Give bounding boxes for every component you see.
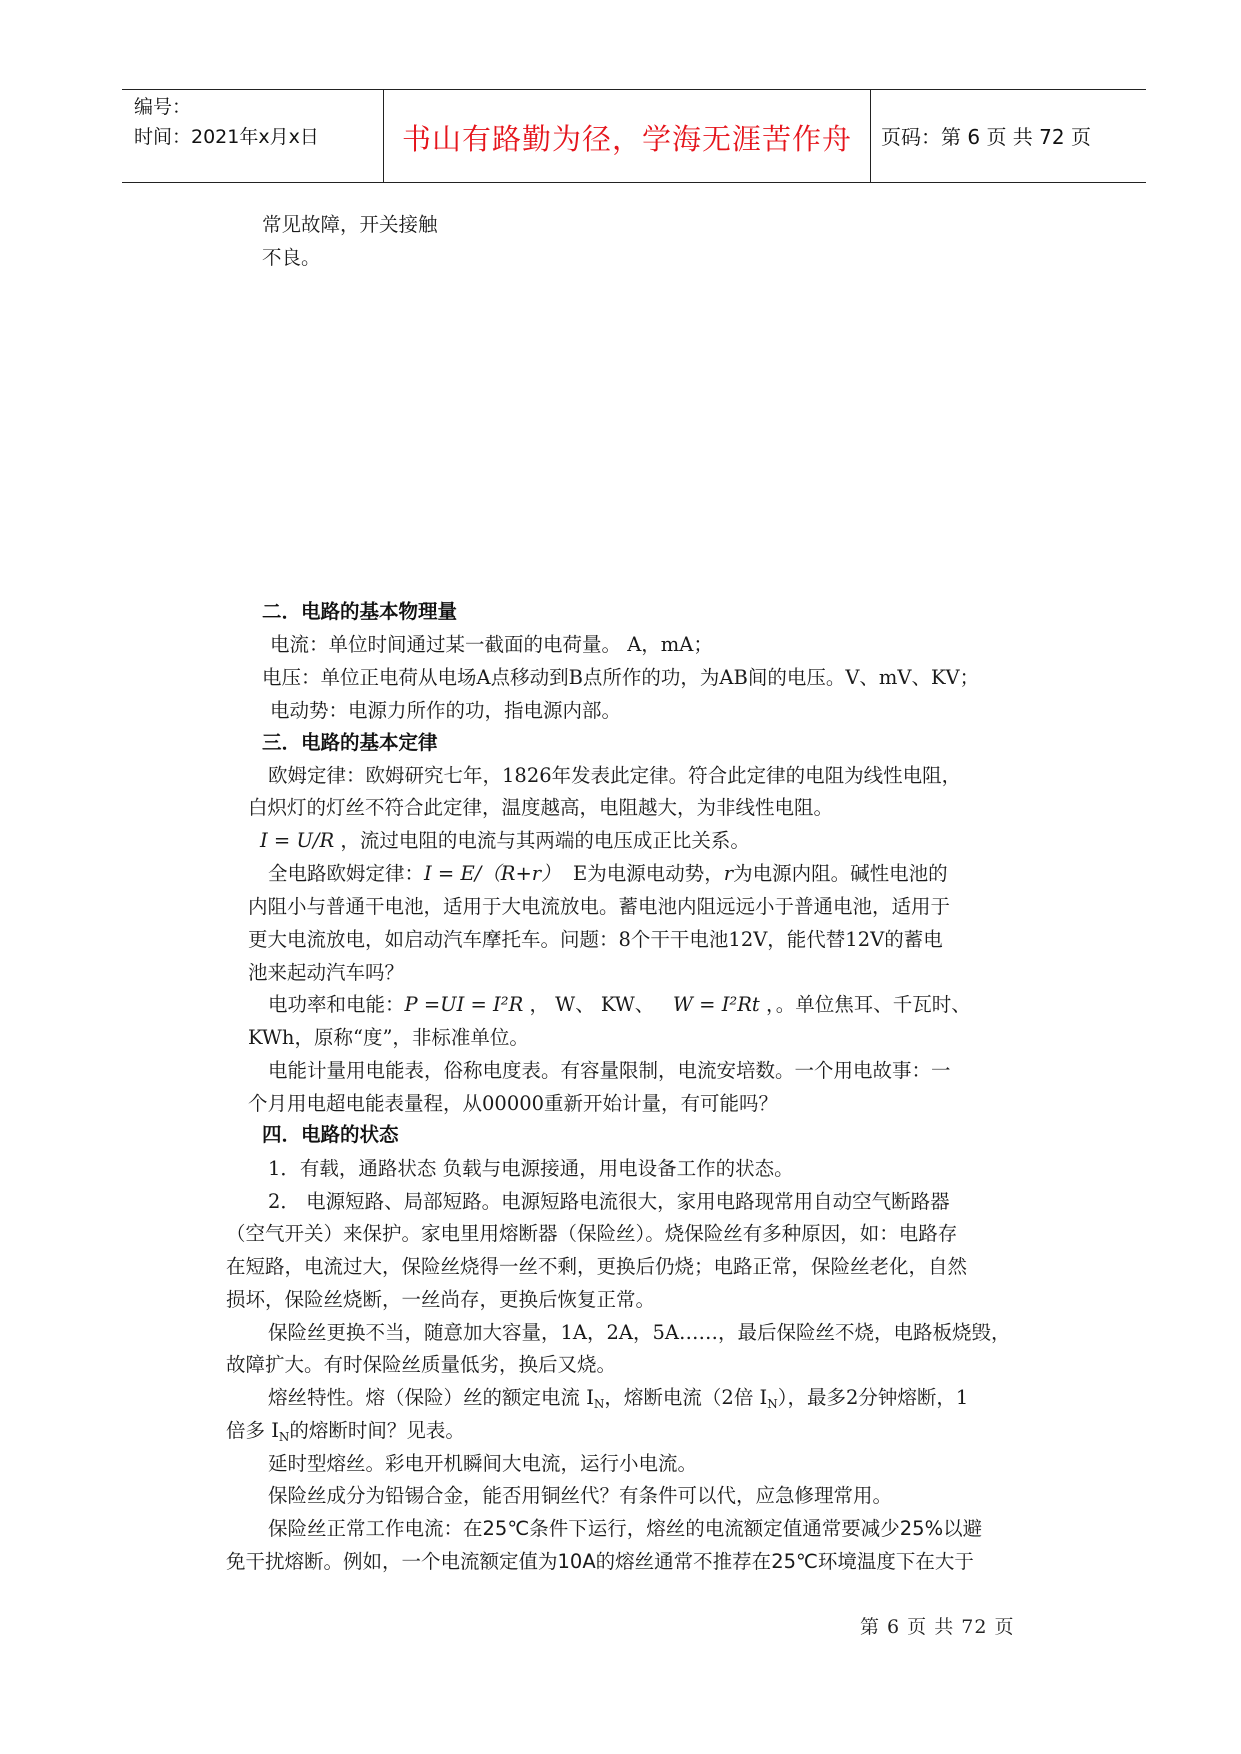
- page-header: [122, 89, 1146, 183]
- paragraph-line: 电压：单位正电荷从电场A点移动到B点所作的功，为AB间的电压。V、mV、KV；: [262, 666, 980, 689]
- page-footer: 第 6 页 共 72 页: [860, 1616, 1015, 1638]
- subscript-n: N: [593, 1397, 605, 1411]
- paragraph-line: 延时型熔丝。彩电开机瞬间大电流，运行小电流。: [268, 1452, 698, 1475]
- fuse-char-text: 熔丝特性。熔（保险）丝的额定电流 I: [268, 1386, 594, 1409]
- paragraph-line: 白炽灯的灯丝不符合此定律，温度越高，电阻越大，为非线性电阻。: [248, 796, 834, 819]
- paragraph-line: 保险丝更换不当，随意加大容量，1A，2A，5A……，最后保险丝不烧，电路板烧毁，: [268, 1321, 1011, 1344]
- paragraph-line: [226, 1548, 974, 1576]
- paragraph-line: [268, 991, 971, 1019]
- ohm-formula: I = U/R: [260, 829, 335, 852]
- subscript-n: N: [278, 1430, 290, 1444]
- header-page-number: [881, 121, 1091, 150]
- paragraph-line: 池来起动汽车吗？: [248, 961, 405, 984]
- fuse-char-text: ），最多2分钟熔断，1: [777, 1386, 969, 1409]
- header-motto: 书山有路勤为径，学海无涯苦作舟: [401, 122, 852, 156]
- section-heading: 三．电路的基本定律: [262, 731, 438, 754]
- normal-text: 环境温度下在大于: [817, 1550, 974, 1573]
- full-ohm-e: E为电源电动势，: [573, 862, 724, 885]
- fuse-char-text: ，熔断电流（2倍 I: [604, 1386, 768, 1409]
- ohm-formula-text: ，流过电阻的电流与其两端的电压成正比关系。: [340, 829, 750, 852]
- paragraph-line: [260, 827, 750, 855]
- normal-text: 以避: [943, 1517, 983, 1540]
- subscript-n: N: [767, 1397, 778, 1411]
- paragraph-line: 内阻小与普通干电池，适用于大电流放电。蓄电池内阻远远小于普通电池，适用于: [248, 895, 951, 918]
- full-ohm-formula: I = E/（R+r）: [424, 862, 561, 885]
- top-note-line: 不良。: [262, 246, 321, 269]
- page-mid: 页 共: [986, 125, 1033, 149]
- full-ohm-rest: 为电源内阻。碱性电池的: [733, 862, 948, 885]
- paragraph-line: 电能计量用电能表，俗称电度表。有容量限制，电流安培数。一个用电故事：一: [268, 1059, 951, 1082]
- paragraph-line: 电动势：电源力所作的功，指电源内部。: [270, 699, 622, 722]
- number-label: 编号：: [134, 96, 192, 118]
- paragraph-line: [268, 860, 948, 888]
- paragraph-line: [226, 1417, 465, 1451]
- paragraph-line: 欧姆定律：欧姆研究七年，1826年发表此定律。符合此定律的电阻为线性电阻，: [268, 764, 962, 787]
- temperature-value: 25℃: [482, 1517, 530, 1540]
- page-prefix: 页码：第: [881, 125, 961, 149]
- paragraph-line: 1．有载，通路状态 负载与电源接通，用电设备工作的状态。: [268, 1157, 794, 1180]
- full-ohm-r: r: [723, 862, 734, 885]
- section-heading: 二．电路的基本物理量: [262, 600, 458, 623]
- fuse-char-text: 的熔断时间？见表。: [289, 1419, 465, 1442]
- paragraph-line: 故障扩大。有时保险丝质量低劣，换后又烧。: [226, 1353, 617, 1376]
- section-heading: 四．电路的状态: [262, 1123, 399, 1146]
- header-divider: [870, 90, 871, 182]
- paragraph-line: 在短路，电流过大，保险丝烧得一丝不剩，更换后仍烧；电路正常，保险丝老化，自然: [226, 1255, 968, 1278]
- energy-formula: W = I²Rt: [672, 993, 760, 1016]
- paragraph-line: [268, 1515, 982, 1543]
- normal-text: 的熔丝通常不推荐在: [595, 1550, 772, 1573]
- current-value: 10A: [557, 1550, 596, 1573]
- paragraph-line: 损坏，保险丝烧断，一丝尚存，更换后恢复正常。: [226, 1288, 656, 1311]
- page-suffix: 页: [1070, 125, 1091, 149]
- power-prefix: 电功率和电能：: [268, 993, 405, 1016]
- paragraph-line: （空气开关）来保护。家电里用熔断器（保险丝）。烧保险丝有多种原因，如：电路存: [226, 1222, 958, 1245]
- paragraph-line: 电流：单位时间通过某一截面的电荷量。 A，mA；: [270, 633, 713, 656]
- top-note-line: 常见故障，开关接触: [262, 213, 438, 236]
- page-total: 72: [1039, 125, 1065, 149]
- paragraph-line: 个月用电超电能表量程，从00000重新开始计量，有可能吗？: [248, 1092, 779, 1115]
- paragraph-line: [268, 1384, 968, 1418]
- normal-text: 条件下运行，熔丝的电流额定值通常要减少: [529, 1517, 900, 1540]
- page-num: 6: [967, 125, 981, 149]
- power-units: ， W、 KW、: [529, 993, 655, 1016]
- normal-text: 保险丝正常工作电流：在: [268, 1517, 483, 1540]
- temperature-value: 25℃: [771, 1550, 818, 1573]
- header-meta: [134, 92, 319, 152]
- paragraph-line: 保险丝成分为铅锡合金，能否用铜丝代？有条件可以代，应急修理常用。: [268, 1484, 893, 1507]
- fuse-char-text: 倍多 I: [226, 1419, 279, 1442]
- power-rest: ，。单位焦耳、千瓦时、: [765, 993, 971, 1016]
- paragraph-line: 更大电流放电，如启动汽车摩托车。问题：8个干干电池12V，能代替12V的蓄电: [248, 928, 943, 951]
- normal-text: 免干扰熔断。例如，一个电流额定值为: [226, 1550, 558, 1573]
- full-ohm-prefix: 全电路欧姆定律：: [268, 862, 425, 885]
- time-label: 时间：2021年x月x日: [134, 126, 319, 148]
- paragraph-line: 2． 电源短路、局部短路。电源短路电流很大，家用电路现常用自动空气断路器: [268, 1190, 950, 1213]
- power-formula: P =UI = I²R: [404, 993, 524, 1016]
- paragraph-line: KWh，原称“度”，非标准单位。: [248, 1026, 529, 1049]
- percent-value: 25%: [899, 1517, 944, 1540]
